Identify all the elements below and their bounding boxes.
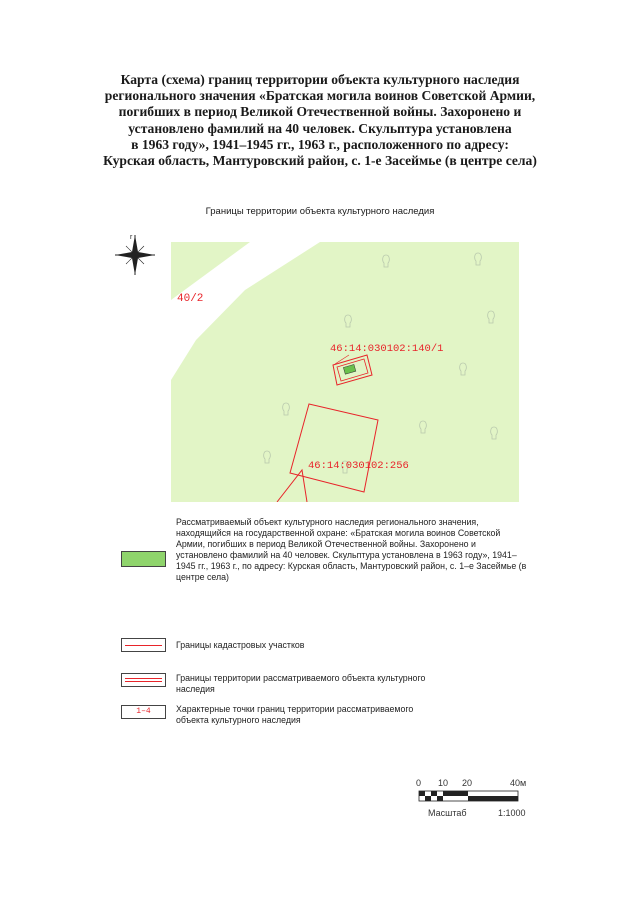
legend-line: центре села) — [176, 572, 229, 582]
legend-points-sample: 1–4 — [136, 707, 151, 716]
parcel-label-object: 46:14:030102:140/1 — [330, 343, 444, 355]
scale-ratio: 1:1000 — [498, 808, 526, 818]
title-line: Карта (схема) границ территории объекта культурного наследия — [120, 72, 520, 87]
title-line: погибших в период Великой Отечественной войны. Захоронено и — [118, 104, 522, 120]
title-line: Курская область, Мантуровский район, с. 1-е Засеймье (в центре села) — [103, 153, 537, 169]
title-line: установлено фамилий на 40 человек. Скульптура установлена — [128, 120, 512, 136]
scale-tick-label: 0 — [416, 778, 422, 788]
legend-line: Границы территории рассматриваемого объекта культурного — [176, 673, 426, 683]
legend-line: Рассматриваемый объект культурного наследия регионального значения, — [176, 517, 479, 527]
parcel-label-lower: 46:14:030102:256 — [308, 460, 409, 472]
legend-line: Характерные точки границ территории рассматриваемого — [176, 704, 414, 714]
scale-tick-label: 10 — [438, 778, 449, 788]
parcel-label-left: 40/2 — [177, 293, 204, 305]
scale-label: Масштаб — [428, 808, 467, 818]
legend-line: наследия — [176, 684, 215, 694]
legend-line: объекта культурного наследия — [176, 715, 301, 725]
title-line: в 1963 году», 1941–1945 гг., 1963 г., расположенного по адресу: — [131, 136, 509, 152]
legend-line: 1945 гг., 1963 г., по адресу: Курская область, Мантуровский район, с. 1–е Засеймье (в — [176, 561, 527, 571]
title-line: регионального значения «Братская могила воинов Советской Армии, — [104, 88, 536, 104]
legend-line: находящийся на государственной охране: «Братская могила воинов Советской — [176, 528, 501, 538]
map-heading: Границы территории объекта культурного наследия — [205, 206, 435, 217]
svg-text:r: r — [130, 234, 133, 241]
legend-line: установлено фамилий на 40 человек. Скульптура установлена в 1963 году», 1941– — [176, 550, 517, 560]
scale-tick-label: 20 — [462, 778, 473, 788]
legend-line: Армии, погибших в период Великой Отечественной войны. Захоронено и — [176, 539, 476, 549]
scale-tick-label: 40м — [510, 778, 527, 788]
legend-cadastral-text: Границы кадастровых участков — [176, 640, 305, 650]
